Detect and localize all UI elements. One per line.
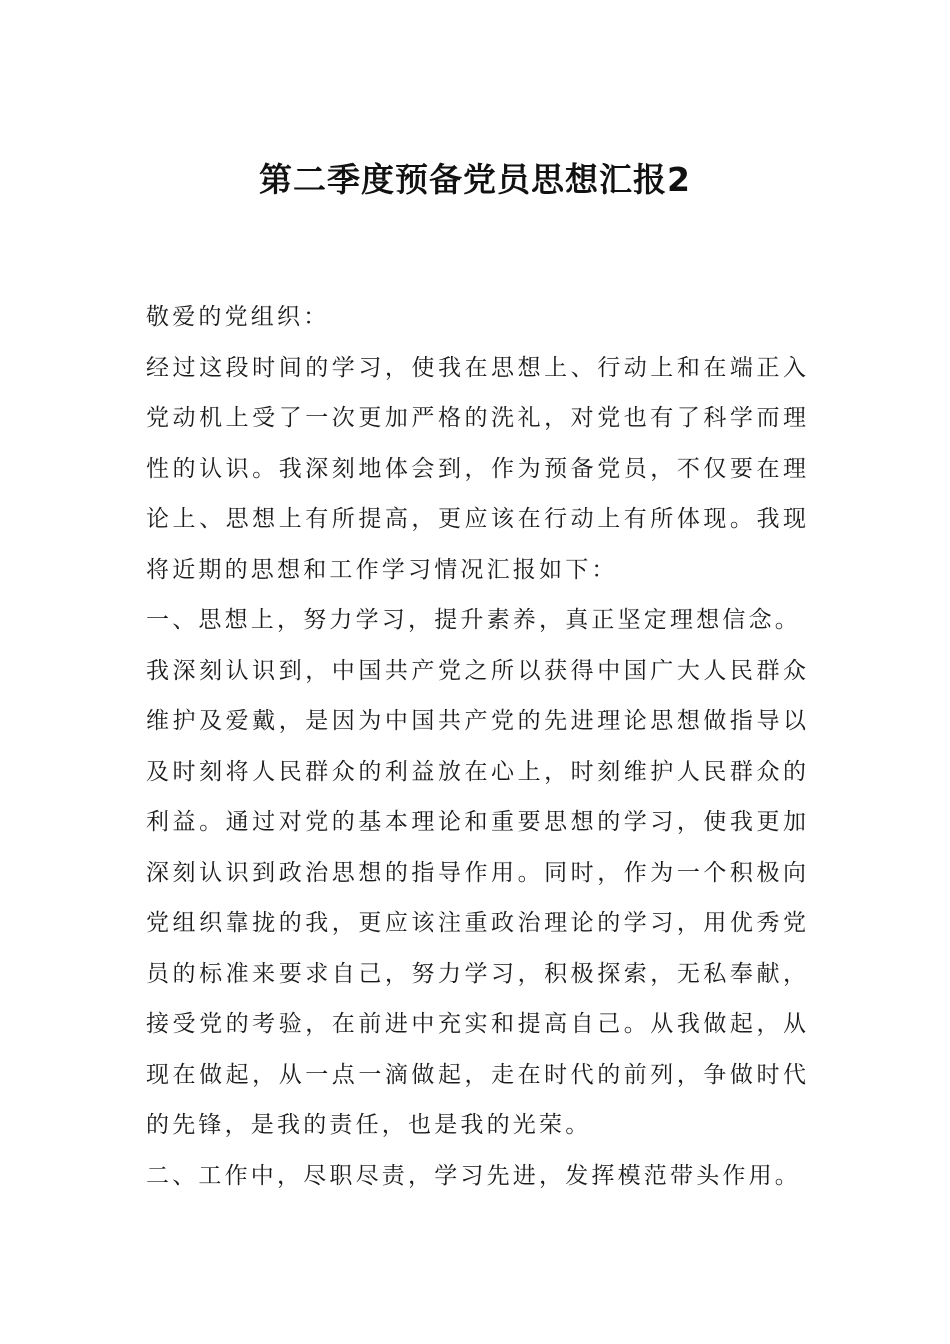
document-title: 第二季度预备党员思想汇报2 [259,160,691,199]
text-line: 深刻认识到政治思想的指导作用。同时，作为一个积极向 [146,859,806,886]
text-line: 经过这段时间的学习，使我在思想上、行动上和在端正入 [146,354,806,381]
text-line: 敬爱的党组织： [146,304,330,330]
text-line: 党组织靠拢的我，更应该注重政治理论的学习，用优秀党 [146,910,806,936]
text-line: 论上、思想上有所提高，更应该在行动上有所体现。我现 [146,506,806,532]
text-line: 我深刻认识到，中国共产党之所以获得中国广大人民群众 [146,657,806,684]
text-line: 性的认识。我深刻地体会到，作为预备党员，不仅要在理 [146,455,806,482]
text-line: 接受党的考验，在前进中充实和提高自己。从我做起，从 [146,1011,806,1037]
text-line: 党动机上受了一次更加严格的洗礼，对党也有了科学而理 [146,405,806,431]
document-body [146,292,806,1201]
text-line: 一、思想上，努力学习，提升素养，真正坚定理想信念。 [146,607,801,633]
text-line: 二、工作中，尽职尽责，学习先进，发挥模范带头作用。 [146,1162,801,1189]
text-line: 的先锋，是我的责任，也是我的光荣。 [146,1112,592,1138]
text-line: 现在做起，从一点一滴做起，走在时代的前列，争做时代 [146,1061,806,1088]
text-line: 员的标准来要求自己，努力学习，积极探索，无私奉献， [146,960,806,987]
text-line: 维护及爱戴，是因为中国共产党的先进理论思想做指导以 [146,708,806,734]
text-line: 利益。通过对党的基本理论和重要思想的学习，使我更加 [146,809,806,835]
text-line: 将近期的思想和工作学习情况汇报如下： [146,556,618,583]
text-line: 及时刻将人民群众的利益放在心上，时刻维护人民群众的 [146,758,806,785]
